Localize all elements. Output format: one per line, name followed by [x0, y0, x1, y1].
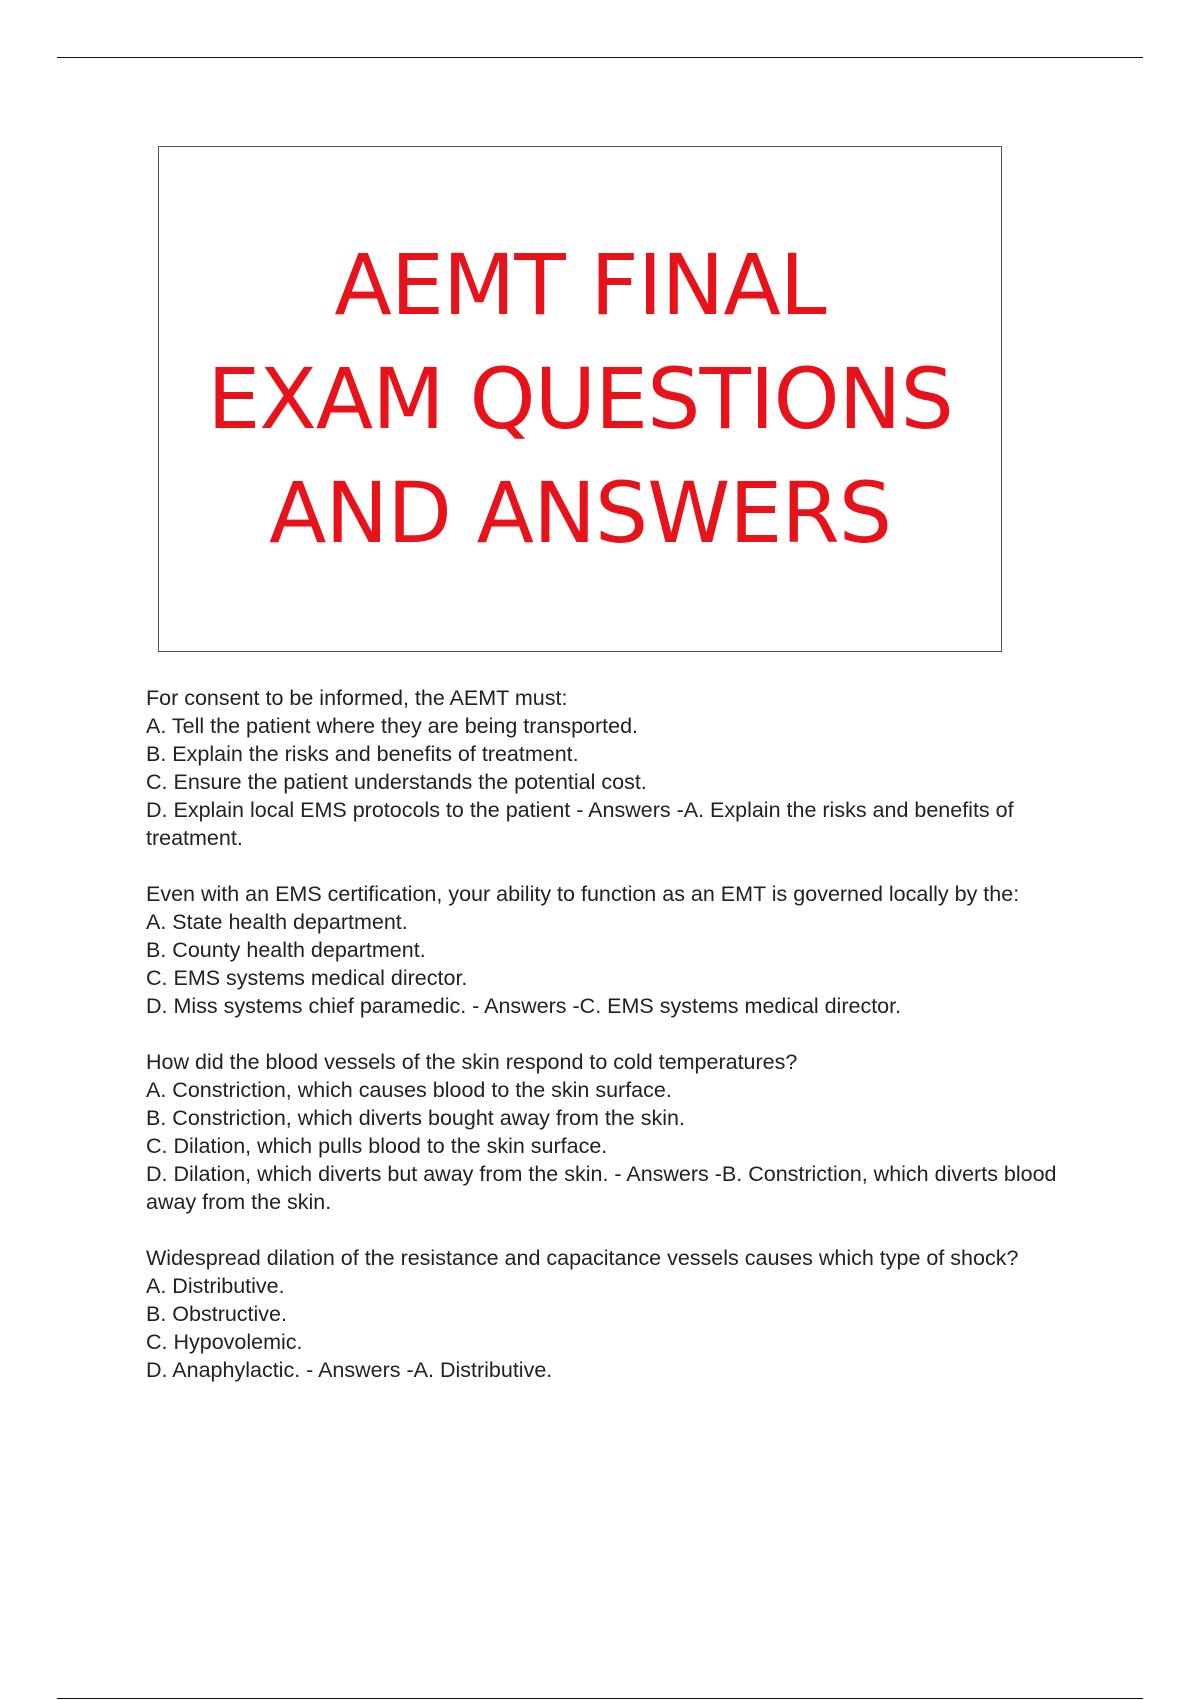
- question-block-4: [146, 1244, 1086, 1384]
- cover-title-line-2: EXAM QUESTIONS: [207, 350, 953, 448]
- cover-title-box: [158, 146, 1002, 652]
- question-block-1: [146, 684, 1086, 852]
- option-a: A. Constriction, which causes blood to the skin surface.: [146, 1078, 672, 1102]
- option-d-with-answer: D. Explain local EMS protocols to the patient - Answers -A. Explain the risks and benefits of treatment.: [146, 798, 1014, 850]
- option-d-with-answer: D. Dilation, which diverts but away from the skin. - Answers -B. Constriction, which diverts blood away from the skin.: [146, 1162, 1057, 1214]
- option-a: A. Distributive.: [146, 1274, 285, 1298]
- questions-list: [146, 684, 1086, 1412]
- question-text: How did the blood vessels of the skin respond to cold temperatures?: [146, 1050, 798, 1074]
- cover-title-line-1: AEMT FINAL: [334, 236, 826, 334]
- option-c: C. Ensure the patient understands the potential cost.: [146, 770, 647, 794]
- option-b: B. Constriction, which diverts bought away from the skin.: [146, 1106, 685, 1130]
- bottom-rule: [57, 1698, 1143, 1699]
- option-b: B. Explain the risks and benefits of treatment.: [146, 742, 579, 766]
- option-c: C. EMS systems medical director.: [146, 966, 468, 990]
- option-c: C. Hypovolemic.: [146, 1330, 303, 1354]
- option-a: A. State health department.: [146, 910, 408, 934]
- question-block-3: [146, 1048, 1086, 1216]
- option-d-with-answer: D. Miss systems chief paramedic. - Answers -C. EMS systems medical director.: [146, 994, 902, 1018]
- question-text: For consent to be informed, the AEMT must:: [146, 686, 568, 710]
- option-d-with-answer: D. Anaphylactic. - Answers -A. Distributive.: [146, 1358, 553, 1382]
- question-text: Even with an EMS certification, your ability to function as an EMT is governed locally by the:: [146, 882, 1020, 906]
- question-text: Widespread dilation of the resistance and capacitance vessels causes which type of shock?: [146, 1246, 1019, 1270]
- option-c: C. Dilation, which pulls blood to the skin surface.: [146, 1134, 608, 1158]
- option-a: A. Tell the patient where they are being transported.: [146, 714, 639, 738]
- option-b: B. County health department.: [146, 938, 426, 962]
- option-b: B. Obstructive.: [146, 1302, 287, 1326]
- top-rule: [57, 57, 1143, 58]
- cover-title-line-3: AND ANSWERS: [268, 464, 892, 562]
- question-block-2: [146, 880, 1086, 1020]
